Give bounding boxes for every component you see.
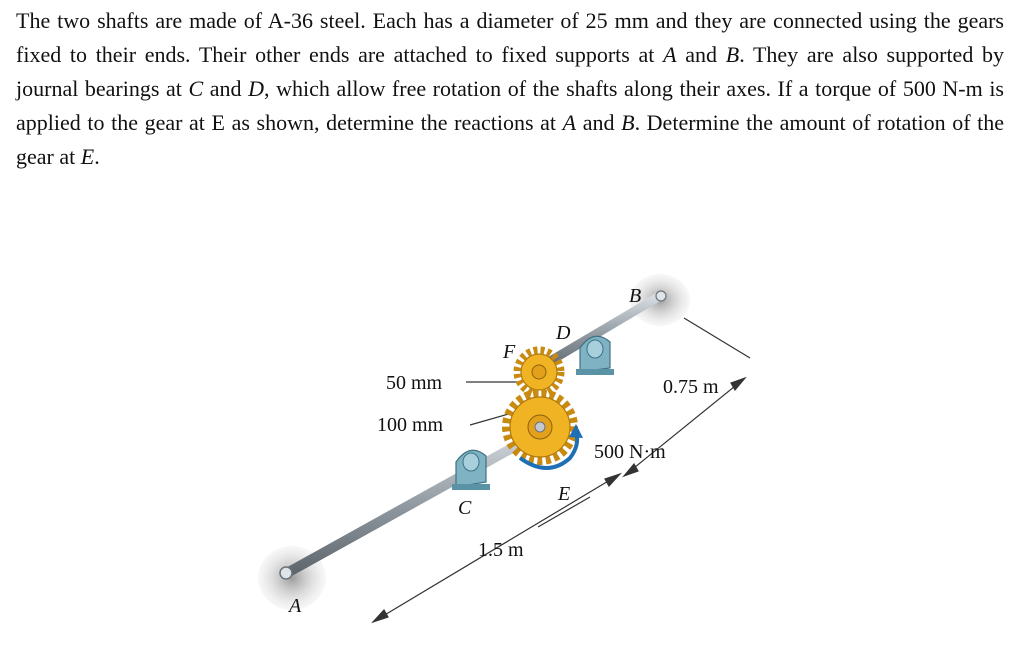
label-100mm: 100 mm <box>377 414 444 436</box>
gear-e <box>506 393 574 461</box>
var-c: C <box>188 76 204 101</box>
problem-text-8: . <box>94 144 100 169</box>
label-torque: 500 N·m <box>594 441 666 463</box>
problem-text-4: and <box>203 76 249 101</box>
label-a: A <box>289 595 302 617</box>
label-d: D <box>556 322 571 344</box>
label-c: C <box>458 497 472 519</box>
shaft-b-end <box>656 291 666 301</box>
problem-text-7: . Determine the amount of rotation of the gear at <box>16 110 1005 169</box>
bearing-c <box>452 450 490 490</box>
var-a-2: A <box>562 110 577 135</box>
shaft-a-end <box>280 567 292 579</box>
var-b-2: B <box>621 110 635 135</box>
problem-text-1: The two shafts are made of A-36 steel. Each has a diameter of 25 mm and they are connected using the gears fixed to their ends. Their other ends are attached to fixed supports at <box>16 8 1004 67</box>
label-f: F <box>503 341 516 363</box>
var-d: D <box>248 76 265 101</box>
problem-text-2: and <box>676 42 726 67</box>
var-b: B <box>725 42 740 67</box>
label-b: B <box>629 285 642 307</box>
label-0-75m: 0.75 m <box>663 376 719 398</box>
problem-text-5: , which allow free rotation of the shafts along their axes. If a torque of 500 N-m is applied to the gear at E as shown, determine the reactions at <box>16 76 1004 135</box>
label-e: E <box>558 483 571 505</box>
label-50mm: 50 mm <box>386 372 443 394</box>
gear-f <box>517 350 561 394</box>
var-e: E <box>80 144 95 169</box>
problem-text-6: and <box>576 110 622 135</box>
var-a: A <box>663 42 677 67</box>
problem-text-3: . They are also supported by journal bearings at <box>16 42 1005 101</box>
label-1-5m: 1.5 m <box>478 539 524 561</box>
